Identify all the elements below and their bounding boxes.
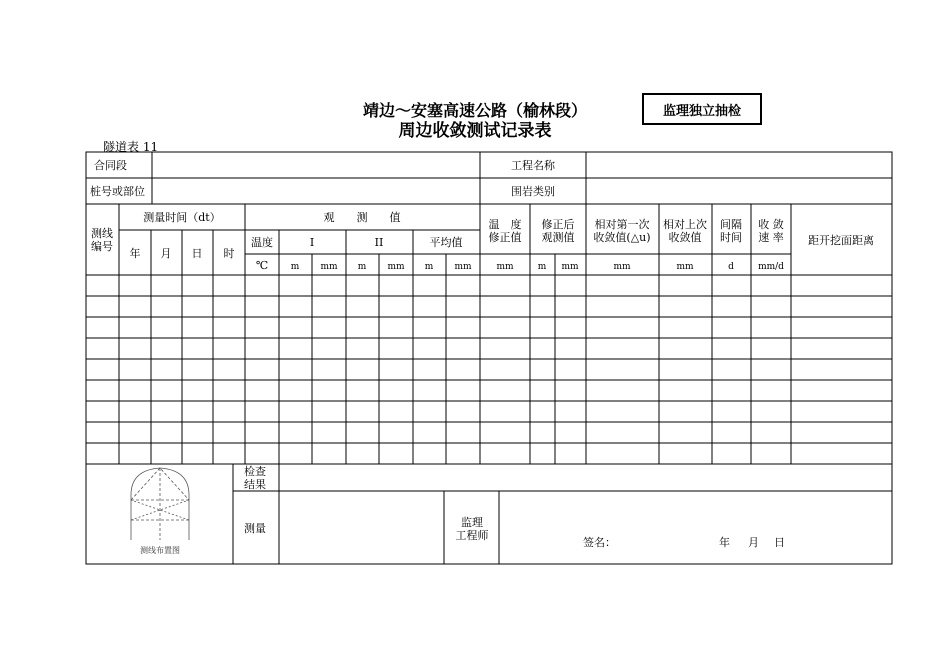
supervisor-label-1: 监理 — [461, 516, 483, 529]
rate-header-1: 收 敛 — [758, 218, 784, 231]
contract-label: 合同段 — [94, 159, 127, 172]
day-header: 日 — [191, 247, 203, 260]
line-no-header-2: 编号 — [91, 240, 113, 253]
observation-group-header: 观 测 值 — [323, 211, 401, 224]
unit-mm: mm — [454, 262, 472, 272]
date-year-label: 年 — [719, 536, 730, 549]
rate-unit: mm/d — [758, 262, 784, 272]
conv-first-header-2: 收敛值(△u) — [593, 231, 651, 244]
unit-mm: mm — [613, 262, 631, 272]
time-group-header: 测量时间（dt） — [143, 211, 221, 224]
unit-m: m — [290, 262, 300, 272]
month-header: 月 — [160, 247, 172, 260]
unit-mm: mm — [320, 262, 338, 272]
unit-mm: mm — [561, 262, 579, 272]
tunnel-diagram — [131, 468, 189, 540]
check-result-label-2: 结果 — [244, 478, 266, 491]
title-line-1: 靖边～安塞高速公路（榆林段） — [362, 101, 587, 120]
corr-obs-header-2: 观测值 — [541, 231, 575, 244]
unit-mm: mm — [387, 262, 405, 272]
temp-corr-header-2: 修正值 — [488, 231, 522, 244]
conv-last-header-1: 相对上次 — [663, 218, 707, 231]
unit-m: m — [357, 262, 367, 272]
unit-m: m — [537, 262, 547, 272]
distance-header: 距开挖面距离 — [808, 234, 874, 247]
avg-header: 平均值 — [429, 236, 463, 249]
rate-header-2: 速 率 — [758, 231, 784, 244]
check-result-label-1: 检查 — [244, 465, 266, 478]
unit-mm: mm — [676, 262, 694, 272]
line-no-header-1: 测线 — [91, 227, 113, 240]
conv-last-header-2: 收敛值 — [668, 231, 702, 244]
date-day-label: 日 — [774, 536, 785, 549]
obs-1-header: I — [309, 236, 315, 249]
supervision-badge: 监理独立抽检 — [642, 93, 762, 125]
unit-mm: mm — [496, 262, 514, 272]
table-number: 隧道表 11 — [103, 140, 159, 154]
interval-header-1: 间隔 — [720, 218, 742, 231]
rock-label: 围岩类别 — [511, 185, 555, 198]
temp-unit: ℃ — [255, 259, 269, 272]
conv-first-header-1: 相对第一次 — [594, 218, 650, 231]
station-label: 桩号或部位 — [90, 185, 145, 198]
year-header: 年 — [129, 247, 141, 260]
corr-obs-header-1: 修正后 — [541, 218, 575, 231]
temp-header: 温度 — [251, 236, 273, 249]
diagram-caption: 测线布置图 — [140, 546, 180, 555]
measure-label: 测量 — [244, 522, 266, 535]
signature-label: 签名： — [583, 536, 616, 549]
interval-header-2: 时间 — [720, 231, 742, 244]
unit-m: m — [424, 262, 434, 272]
supervisor-label-2: 工程师 — [455, 529, 489, 542]
interval-unit: d — [728, 262, 734, 272]
hour-header: 时 — [223, 247, 235, 260]
project-label: 工程名称 — [511, 159, 555, 172]
date-month-label: 月 — [748, 536, 759, 549]
obs-2-header: II — [374, 236, 384, 249]
temp-corr-header-1: 温 度 — [488, 218, 522, 231]
title-line-2: 周边收敛测试记录表 — [398, 121, 552, 141]
